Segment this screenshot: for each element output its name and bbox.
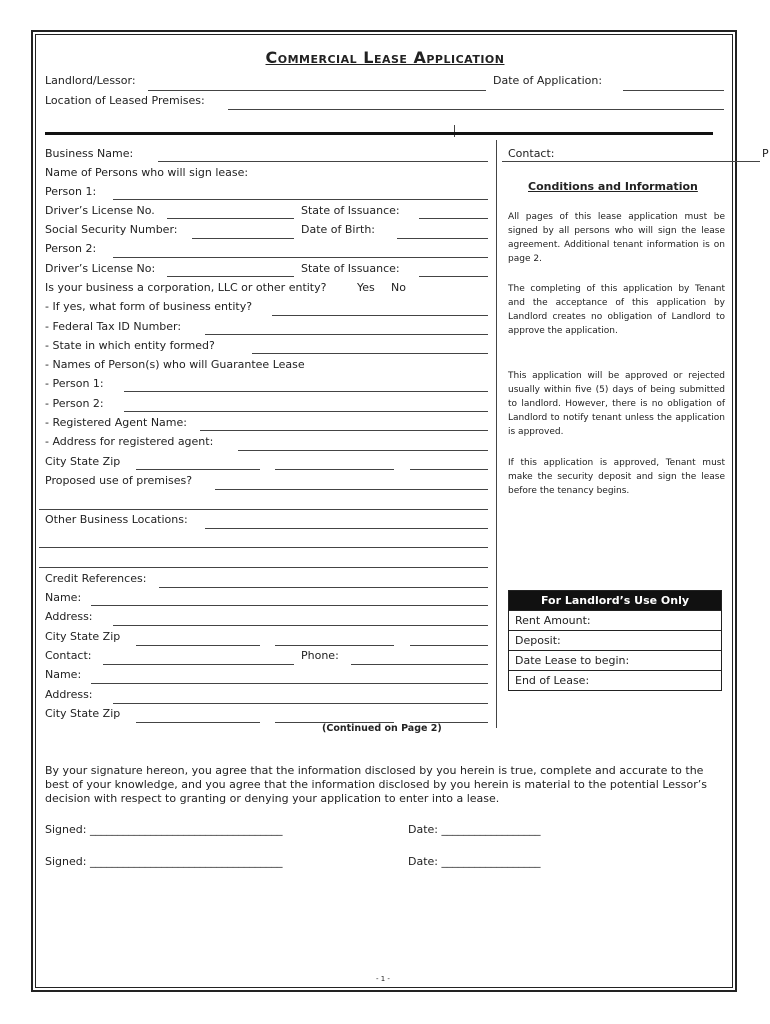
conditions-paragraph-2: The completing of this application by Tenant and the acceptance of this application by Landlord creates no obligation of Landlord to approve the application. [508, 284, 725, 336]
no-option[interactable]: No [391, 281, 406, 294]
date-of-application-field[interactable] [623, 90, 724, 91]
ref1-name-field[interactable] [91, 605, 488, 606]
location-label: Location of Leased Premises: [45, 94, 205, 107]
dob-field[interactable] [397, 238, 488, 239]
city-field[interactable] [136, 469, 260, 470]
signature-statement: By your signature hereon, you agree that the information disclosed by you herein is true, complete and accurate to the best of your knowledge, and you agree that the information disclosed by you herein is material to the potential Lessor’s decision with respect to granting or denying your application to enter into a lease. [45, 764, 707, 805]
credit-refs-label: Credit References: [45, 572, 147, 585]
ref1-csz-label: City State Zip [45, 630, 121, 643]
conditions-title: Conditions and Information [528, 180, 698, 193]
landlord-use-header: For Landlord’s Use Only [509, 591, 721, 610]
ref1-address-field[interactable] [113, 625, 488, 626]
other-locations-field[interactable] [205, 528, 488, 529]
state2-label: State of Issuance: [301, 262, 400, 275]
date-lease-begin-row[interactable]: Date Lease to begin: [509, 650, 721, 670]
signed-line-2[interactable]: Signed: ___________________________________ [45, 855, 283, 868]
dob-label: Date of Birth: [301, 223, 376, 236]
continued-note: (Continued on Page 2) [322, 723, 442, 734]
conditions-paragraph-4: If this application is approved, Tenant must make the security deposit and sign the lease before the tenancy begins. [508, 458, 725, 496]
form-title: Commercial Lease Application [265, 48, 505, 67]
other-locations-label: Other Business Locations: [45, 513, 188, 526]
person2-field[interactable] [113, 257, 488, 258]
page-number: - 1 - [376, 975, 390, 983]
business-name-label: Business Name: [45, 147, 134, 160]
ref2-city-field[interactable] [136, 722, 260, 723]
tick-mark [454, 125, 455, 137]
signed-line-1[interactable]: Signed: ___________________________________ [45, 823, 283, 836]
dl2-label: Driver’s License No: [45, 262, 156, 275]
date-of-application-label: Date of Application: [493, 74, 603, 87]
rent-amount-row[interactable]: Rent Amount: [509, 610, 721, 630]
g-person1-field[interactable] [124, 391, 488, 392]
date-line-2[interactable]: Date: __________________ [408, 855, 541, 868]
ref1-name-label: Name: [45, 591, 82, 604]
yes-option[interactable]: Yes [357, 281, 375, 294]
conditions-paragraph-1: All pages of this lease application must be signed by all persons who will sign the lease agreement. Additional tenant information is on page 2. [508, 212, 725, 264]
agent-name-label: - Registered Agent Name: [45, 416, 187, 429]
end-of-lease-row[interactable]: End of Lease: [509, 670, 721, 690]
proposed-use-label: Proposed use of premises? [45, 474, 193, 487]
tax-id-field[interactable] [205, 334, 488, 335]
ref2-address-label: Address: [45, 688, 93, 701]
ref1-city-field[interactable] [136, 645, 260, 646]
corp-question: Is your business a corporation, LLC or other entity? [45, 281, 327, 294]
section-divider [45, 132, 713, 135]
right-contact-field[interactable] [502, 161, 760, 162]
ssn-field[interactable] [192, 238, 294, 239]
person1-label: Person 1: [45, 185, 97, 198]
landlord-field[interactable] [148, 90, 486, 91]
ref2-name-label: Name: [45, 668, 82, 681]
landlord-label: Landlord/Lessor: [45, 74, 136, 87]
state-field[interactable] [275, 469, 394, 470]
location-field[interactable] [228, 109, 724, 110]
ref2-address-field[interactable] [113, 703, 488, 704]
ref1-state-field[interactable] [275, 645, 394, 646]
proposed-use-field[interactable] [215, 489, 488, 490]
date-line-1[interactable]: Date: __________________ [408, 823, 541, 836]
entity-form-field[interactable] [272, 315, 488, 316]
g-person2-field[interactable] [124, 411, 488, 412]
dl1-label: Driver’s License No. [45, 204, 155, 217]
credit-refs-field[interactable] [159, 587, 488, 588]
contact-field[interactable] [103, 664, 294, 665]
zip-field[interactable] [410, 469, 488, 470]
business-name-field[interactable] [158, 161, 488, 162]
proposed-use-field-2[interactable] [39, 509, 488, 510]
conditions-paragraph-3: This application will be approved or rejected usually within five (5) days of being submitted to landlord. However, there is no obligation of Landlord to notify tenant unless the application is approved. [508, 371, 725, 437]
state1-label: State of Issuance: [301, 204, 400, 217]
person2-label: Person 2: [45, 242, 97, 255]
contact-overflow-text: P [762, 147, 769, 160]
entity-form-label: - If yes, what form of business entity? [45, 300, 253, 313]
state1-field[interactable] [419, 218, 488, 219]
agent-address-label: - Address for registered agent: [45, 435, 214, 448]
state-formed-label: - State in which entity formed? [45, 339, 215, 352]
other-locations-field-3[interactable] [39, 567, 488, 568]
guarantors-label: - Names of Person(s) who will Guarantee Lease [45, 358, 305, 371]
ref1-zip-field[interactable] [410, 645, 488, 646]
tax-id-label: - Federal Tax ID Number: [45, 320, 182, 333]
agent-address-field[interactable] [238, 450, 488, 451]
agent-name-field[interactable] [200, 430, 488, 431]
city-state-zip-label: City State Zip [45, 455, 121, 468]
deposit-row[interactable]: Deposit: [509, 630, 721, 650]
persons-sign-label: Name of Persons who will sign lease: [45, 166, 249, 179]
state-formed-field[interactable] [252, 353, 488, 354]
g-person2-label: - Person 2: [45, 397, 104, 410]
landlord-use-table [508, 590, 722, 691]
right-contact-label: Contact: [508, 147, 555, 160]
dl1-field[interactable] [167, 218, 294, 219]
ref2-csz-label: City State Zip [45, 707, 121, 720]
ref1-address-label: Address: [45, 610, 93, 623]
ref2-name-field[interactable] [91, 683, 488, 684]
other-locations-field-2[interactable] [39, 547, 488, 548]
g-person1-label: - Person 1: [45, 377, 104, 390]
phone-field[interactable] [351, 664, 488, 665]
column-divider [496, 140, 497, 728]
person1-field[interactable] [113, 199, 488, 200]
phone-label: Phone: [301, 649, 339, 662]
dl2-field[interactable] [167, 276, 294, 277]
state2-field[interactable] [419, 276, 488, 277]
ssn-label: Social Security Number: [45, 223, 178, 236]
contact-label: Contact: [45, 649, 92, 662]
